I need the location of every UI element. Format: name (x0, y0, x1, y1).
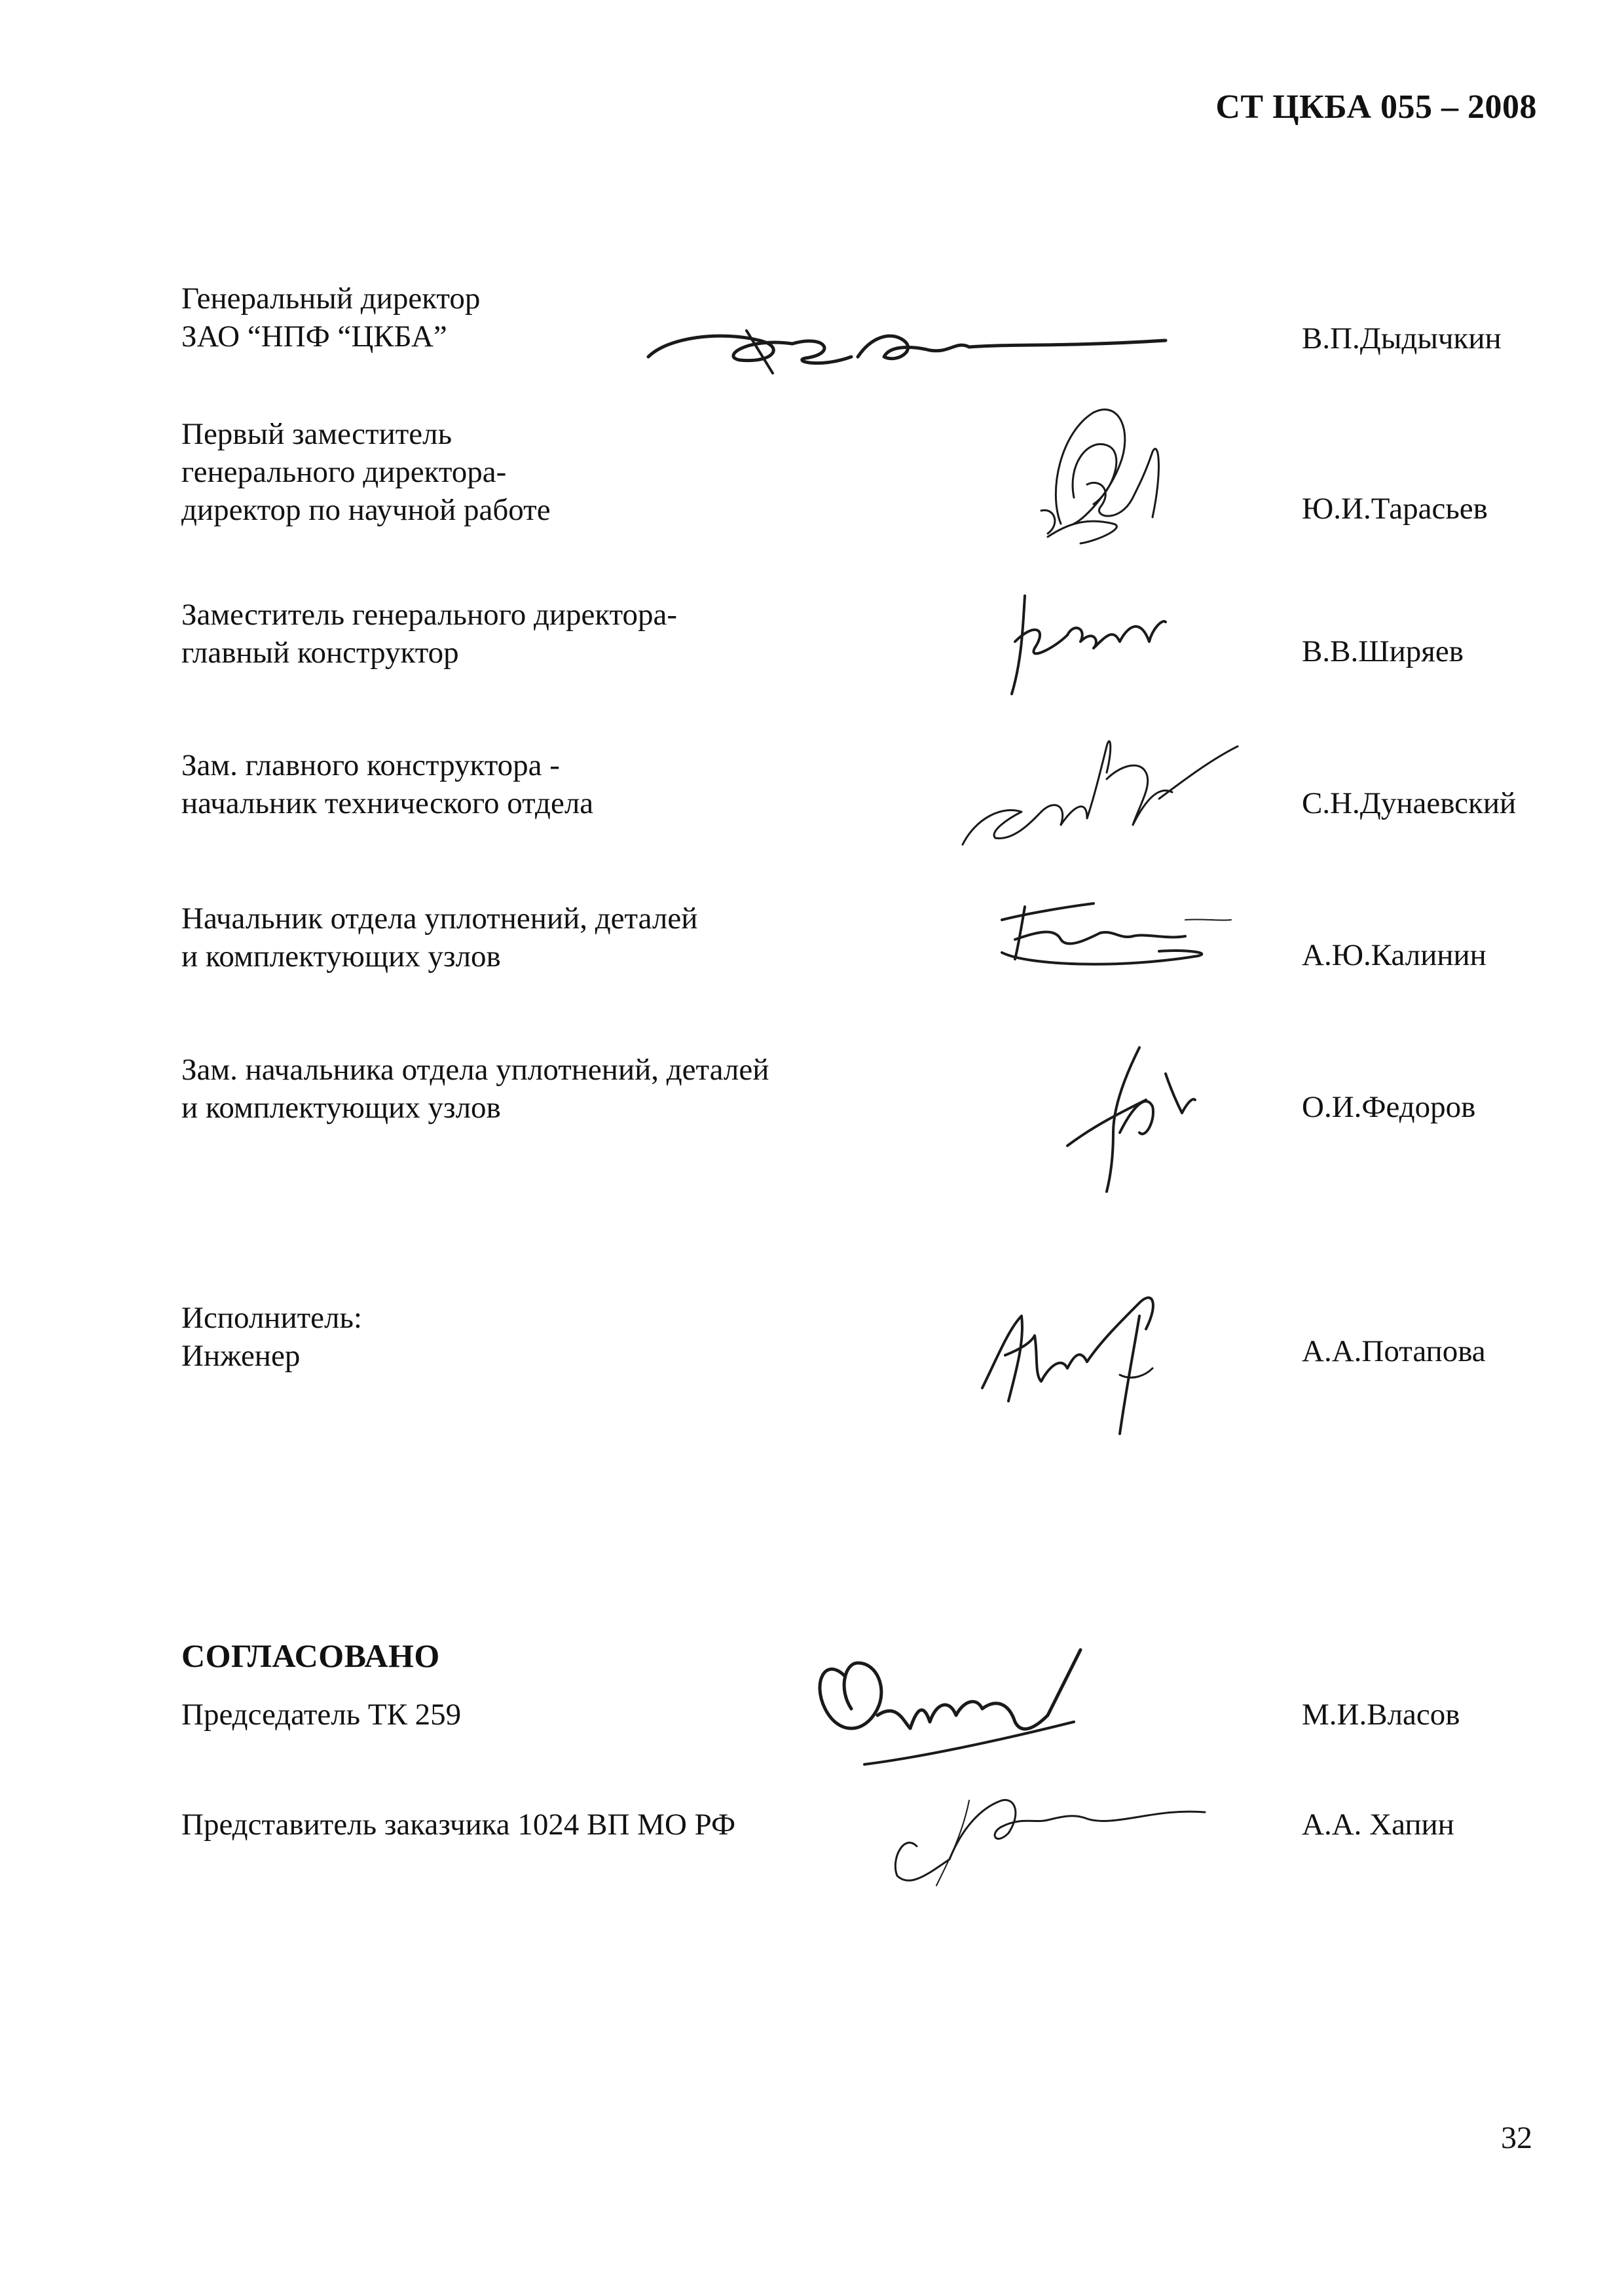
handwritten-signature (799, 1637, 1087, 1774)
approval-role: Председатель ТК 259 (181, 1698, 462, 1732)
signatory-name: В.П.Дыдычкин (1302, 321, 1502, 355)
signatory-role: Начальник отдела уплотнений, деталей и комплектующих узлов (181, 902, 698, 974)
approval-role: Представитель заказчика 1024 ВП МО РФ (181, 1808, 736, 1842)
signatory-role: Зам. начальника отдела уплотнений, деталей и комплектующих узлов (181, 1053, 769, 1125)
handwritten-signature (950, 720, 1251, 858)
signatory-role: Исполнитель: Инженер (181, 1301, 362, 1373)
handwritten-signature (642, 311, 1179, 383)
signatory-role: Зам. главного конструктора - начальник технического отдела (181, 748, 594, 820)
signatory-name: А.А.Потапова (1302, 1334, 1486, 1368)
signatory-name: О.И.Федоров (1302, 1090, 1476, 1124)
signatory-role: Генеральный директор ЗАО “НПФ “ЦКБА” (181, 282, 481, 354)
page-number: 32 (1501, 2121, 1532, 2155)
document-header: СТ ЦКБА 055 – 2008 (1215, 88, 1537, 126)
handwritten-signature (989, 887, 1238, 972)
signatory-name: С.Н.Дунаевский (1302, 786, 1517, 820)
signatory-name: А.Ю.Калинин (1302, 938, 1486, 972)
signatory-name: В.В.Ширяев (1302, 634, 1464, 668)
approval-heading: СОГЛАСОВАНО (181, 1637, 440, 1674)
handwritten-signature (969, 1277, 1185, 1460)
handwritten-signature (871, 1761, 1211, 1892)
approval-name: А.А. Хапин (1302, 1808, 1454, 1842)
handwritten-signature (1048, 1034, 1231, 1198)
signatory-role: Первый заместитель генерального директора- директор по научной работе (181, 417, 551, 527)
approval-name: М.И.Власов (1302, 1698, 1460, 1732)
signatory-role: Заместитель генерального директора- главный конструктор (181, 598, 678, 670)
signatory-name: Ю.И.Тарасьев (1302, 492, 1488, 526)
handwritten-signature (1022, 393, 1172, 563)
handwritten-signature (995, 583, 1192, 701)
